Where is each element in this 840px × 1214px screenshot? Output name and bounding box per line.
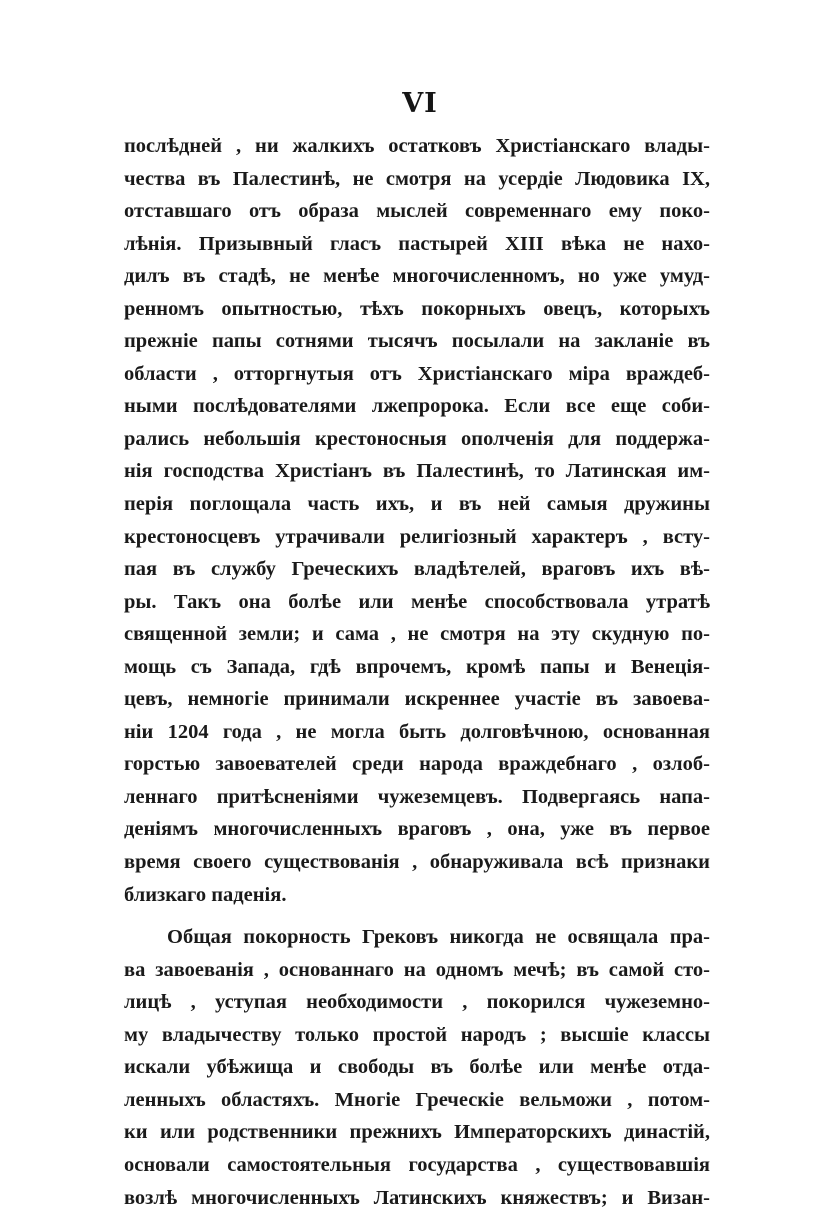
text-line: ва завоеванія , основаннаго на одномъ мечѣ; въ самой сто- — [124, 954, 710, 987]
text-line: основали самостоятельныя государства , существовавшія — [124, 1149, 710, 1182]
text-line: Общая покорность Грековъ никогда не освящала пра- — [124, 921, 710, 954]
text-line: лицѣ , уступая необходимости , покорился чужеземно- — [124, 986, 710, 1019]
text-line: лѣнія. Призывный гласъ пастырей XIII вѣка не нахо- — [124, 228, 710, 261]
text-line: ными послѣдователями лжепророка. Если все еще соби- — [124, 390, 710, 423]
text-line: горстью завоевателей среди народа враждебнаго , озлоб- — [124, 748, 710, 781]
text-line: ніи 1204 года , не могла быть долговѣчною, основанная — [124, 716, 710, 749]
text-line: му владычеству только простой народъ ; высшіе классы — [124, 1019, 710, 1052]
text-line: перія поглощала часть ихъ, и въ ней самыя дружины — [124, 488, 710, 521]
paragraph — [124, 130, 710, 911]
body-text — [124, 130, 710, 1214]
text-line: ленныхъ областяхъ. Многіе Греческіе вельможи , потом- — [124, 1084, 710, 1117]
text-line: прежніе папы сотнями тысячъ посылали на закланіе въ — [124, 325, 710, 358]
text-line: близкаго паденія. — [124, 879, 710, 912]
text-line: ки или родственники прежнихъ Императорскихъ династій, — [124, 1116, 710, 1149]
text-line: отставшаго отъ образа мыслей современнаго ему поко- — [124, 195, 710, 228]
text-line: мощь съ Запада, гдѣ впрочемъ, кромѣ папы и Венеція- — [124, 651, 710, 684]
paragraph-gap — [124, 911, 710, 921]
page-number: VI — [0, 88, 840, 119]
text-line: области , отторгнутыя отъ Христіанскаго міра враждеб- — [124, 358, 710, 391]
text-line: ры. Такъ она болѣе или менѣе способствовала утратѣ — [124, 586, 710, 619]
text-line: искали убѣжища и свободы въ болѣе или менѣе отда- — [124, 1051, 710, 1084]
text-line: рались небольшія крестоносныя ополченія для поддержа- — [124, 423, 710, 456]
text-line: чества въ Палестинѣ, не смотря на усердіе Людовика IX, — [124, 163, 710, 196]
text-line: время своего существованія , обнаруживала всѣ признаки — [124, 846, 710, 879]
text-line: ренномъ опытностью, тѣхъ покорныхъ овецъ, которыхъ — [124, 293, 710, 326]
text-line: крестоносцевъ утрачивали религіозный характеръ , всту- — [124, 521, 710, 554]
text-line: послѣдней , ни жалкихъ остатковъ Христіанскаго влады- — [124, 130, 710, 163]
text-line: цевъ, немногіе принимали искреннее участіе въ завоева- — [124, 683, 710, 716]
paragraph — [124, 921, 710, 1214]
text-line: дилъ въ стадѣ, не менѣе многочисленномъ, но уже умуд- — [124, 260, 710, 293]
text-line: деніямъ многочисленныхъ враговъ , она, уже въ первое — [124, 813, 710, 846]
text-line: леннаго притѣсненіями чужеземцевъ. Подвергаясь напа- — [124, 781, 710, 814]
text-line: возлѣ многочисленныхъ Латинскихъ княжествъ; и Визан- — [124, 1182, 710, 1214]
text-line: пая въ службу Греческихъ владѣтелей, враговъ ихъ вѣ- — [124, 553, 710, 586]
text-line: священной земли; и сама , не смотря на эту скудную по- — [124, 618, 710, 651]
text-line: нія господства Христіанъ въ Палестинѣ, то Латинская им- — [124, 455, 710, 488]
